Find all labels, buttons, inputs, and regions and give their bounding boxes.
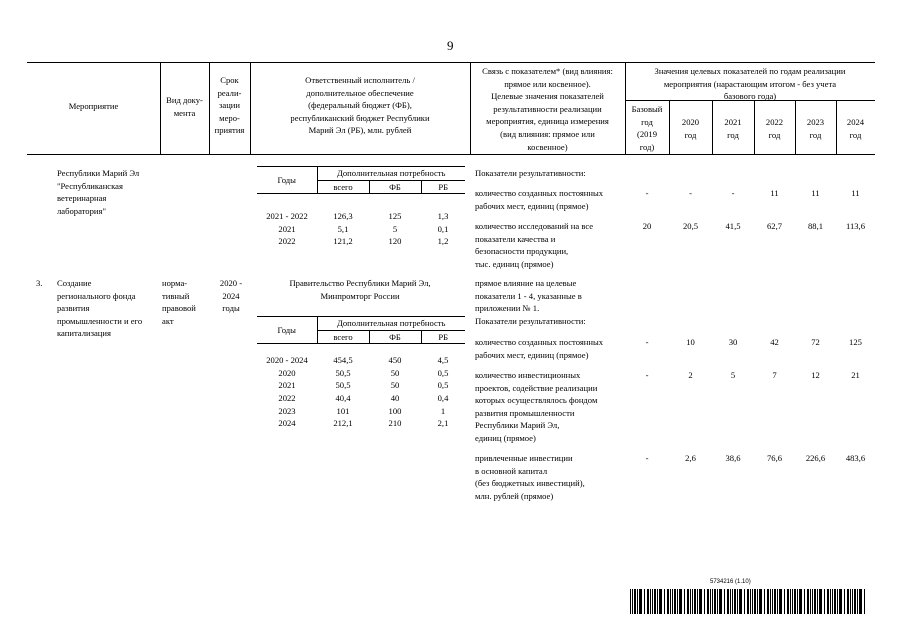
value-cell: 5 (730, 370, 736, 380)
funding-row: 2020 50,5 50 0,5 (278, 367, 449, 378)
value-cell: - (645, 370, 649, 380)
header-top-rule (27, 62, 875, 63)
value-cell: - (645, 337, 649, 347)
header-year-2022: 2022 год (765, 117, 784, 140)
row1-indicators-title: Показатели результативности: (475, 168, 586, 178)
barcode-code: 5734216 (1.10) (710, 579, 751, 585)
value-cell: 113,6 (845, 221, 866, 231)
row1-measure: Республики Марий Эл "Республиканская ветеринарная лаборатория" (57, 168, 140, 216)
value-cell: 72 (811, 337, 820, 347)
value-cell: 21 (851, 370, 860, 380)
header-measure: Мероприятие (68, 101, 119, 111)
header-indicator-link: Связь с показателем* (вид влияния: прямое или косвенное). Целевые значения показателей результативности реализации мероприятия, единица измерения (вид влияния: прямое или косвенное) (482, 66, 613, 152)
value-cell: 11 (770, 188, 779, 198)
header-target-values: Значения целевых показателей по годам реализации мероприятия (нарастающим итогом - без учета базового года) (654, 66, 846, 102)
barcode (630, 589, 868, 614)
funding-col-rb: РБ (421, 330, 465, 344)
funding-row: 2020 - 2024 454,5 450 4,5 (266, 355, 449, 366)
value-cell: 88,1 (807, 221, 824, 231)
row2-term: 2020 - 2024 годы (219, 278, 243, 314)
funding-col-fb: ФБ (369, 330, 421, 344)
value-cell: - (645, 188, 649, 198)
funding-years-label: Годы (257, 167, 317, 194)
row1-indicator-jobs: количество созданных постоянных рабочих мест, единиц (прямое) (475, 188, 604, 211)
value-cell: 7 (772, 370, 777, 380)
row2-funding-table (257, 316, 465, 430)
row1-funding-table (257, 166, 465, 248)
row2-measure: Создание регионального фонда развития промышленности и его капитализация (57, 278, 143, 339)
value-cell: 2,6 (685, 453, 696, 463)
row2-doc-type: норма- тивный правовой акт (162, 278, 196, 326)
row2-indicator-investment: привлеченные инвестиции в основной капитал (без бюджетных инвестиций), млн. рублей (прямое) (475, 453, 585, 501)
header-year-2023: 2023 год (806, 117, 825, 140)
header-doc-type: Вид доку- мента (166, 95, 203, 118)
value-cell: 62,7 (766, 221, 783, 231)
value-cell: 20,5 (682, 221, 699, 231)
value-cell: 12 (811, 370, 820, 380)
value-cell: - (689, 188, 692, 198)
header-executor: Ответственный исполнитель / дополнительное обеспечение (федеральный бюджет (ФБ), республиканский бюджет Республики Марий Эл (РБ), млн. рублей (290, 75, 430, 136)
row2-indicator-projects: количество инвестиционных проектов, содействие реализации которых осуществлялось фондом развития промышленности Республики Марий Эл, единиц (прямое) (475, 370, 598, 443)
row2-indicator-jobs: количество созданных постоянных рабочих мест, единиц (прямое) (475, 337, 604, 360)
funding-row: 2022 40,4 40 0,4 (278, 392, 449, 403)
value-cell: 11 (811, 188, 820, 198)
funding-col-total: всего (317, 330, 369, 344)
row2-direct-note: прямое влияние на целевые показатели 1 - 4, указанные в приложении № 1. (475, 278, 582, 314)
value-cell: 30 (728, 337, 738, 347)
funding-row: 2021 50,5 50 0,5 (278, 380, 449, 391)
value-cell: 38,6 (725, 453, 741, 463)
funding-years-label: Годы (257, 317, 317, 344)
funding-row: 2022 121,2 120 1,2 (278, 236, 449, 247)
row2-indicators-title: Показатели результативности: (475, 316, 586, 326)
funding-col-total: всего (317, 180, 369, 194)
row2-number: 3. (36, 278, 43, 288)
value-cell: 226,6 (805, 453, 826, 463)
funding-row: 2021 - 2022 126,3 125 1,3 (266, 211, 449, 222)
value-cell: 10 (686, 337, 695, 347)
row2-executor: Правительство Республики Марий Эл, Минпромторг России (289, 278, 431, 301)
value-cell: - (731, 188, 735, 198)
page-number: 9 (447, 38, 454, 53)
header-bottom-rule (27, 154, 875, 155)
funding-col-fb: ФБ (369, 180, 421, 194)
value-cell: 20 (642, 221, 652, 231)
value-cell: 76,6 (766, 453, 783, 463)
funding-row: 2021 5,1 5 0,1 (278, 223, 449, 234)
funding-row: 2023 101 100 1 (278, 405, 446, 416)
header-year-base: Базовый год (2019 год) (631, 104, 663, 152)
value-cell: 42 (770, 337, 779, 347)
value-cell: 11 (851, 188, 860, 198)
value-cell: 41,5 (725, 221, 741, 231)
row1-indicator-research: количество исследований на все показатели качества и безопасности продукции, тыс. единиц (прямое) (475, 221, 594, 269)
value-cell: 2 (688, 370, 693, 380)
value-cell: - (645, 453, 649, 463)
header-year-2020: 2020 год (681, 117, 700, 140)
header-year-2024: 2024 год (846, 117, 865, 140)
header-term: Срок реали- зации меро- приятия (214, 75, 245, 136)
funding-row: 2024 212,1 210 2,1 (278, 418, 449, 429)
value-cell: 483,6 (845, 453, 866, 463)
funding-col-rb: РБ (421, 180, 465, 194)
funding-need-label: Дополнительная потребность (317, 317, 465, 331)
value-cell: 125 (849, 337, 862, 347)
funding-need-label: Дополнительная потребность (317, 167, 465, 181)
header-year-2021: 2021 год (724, 117, 742, 140)
